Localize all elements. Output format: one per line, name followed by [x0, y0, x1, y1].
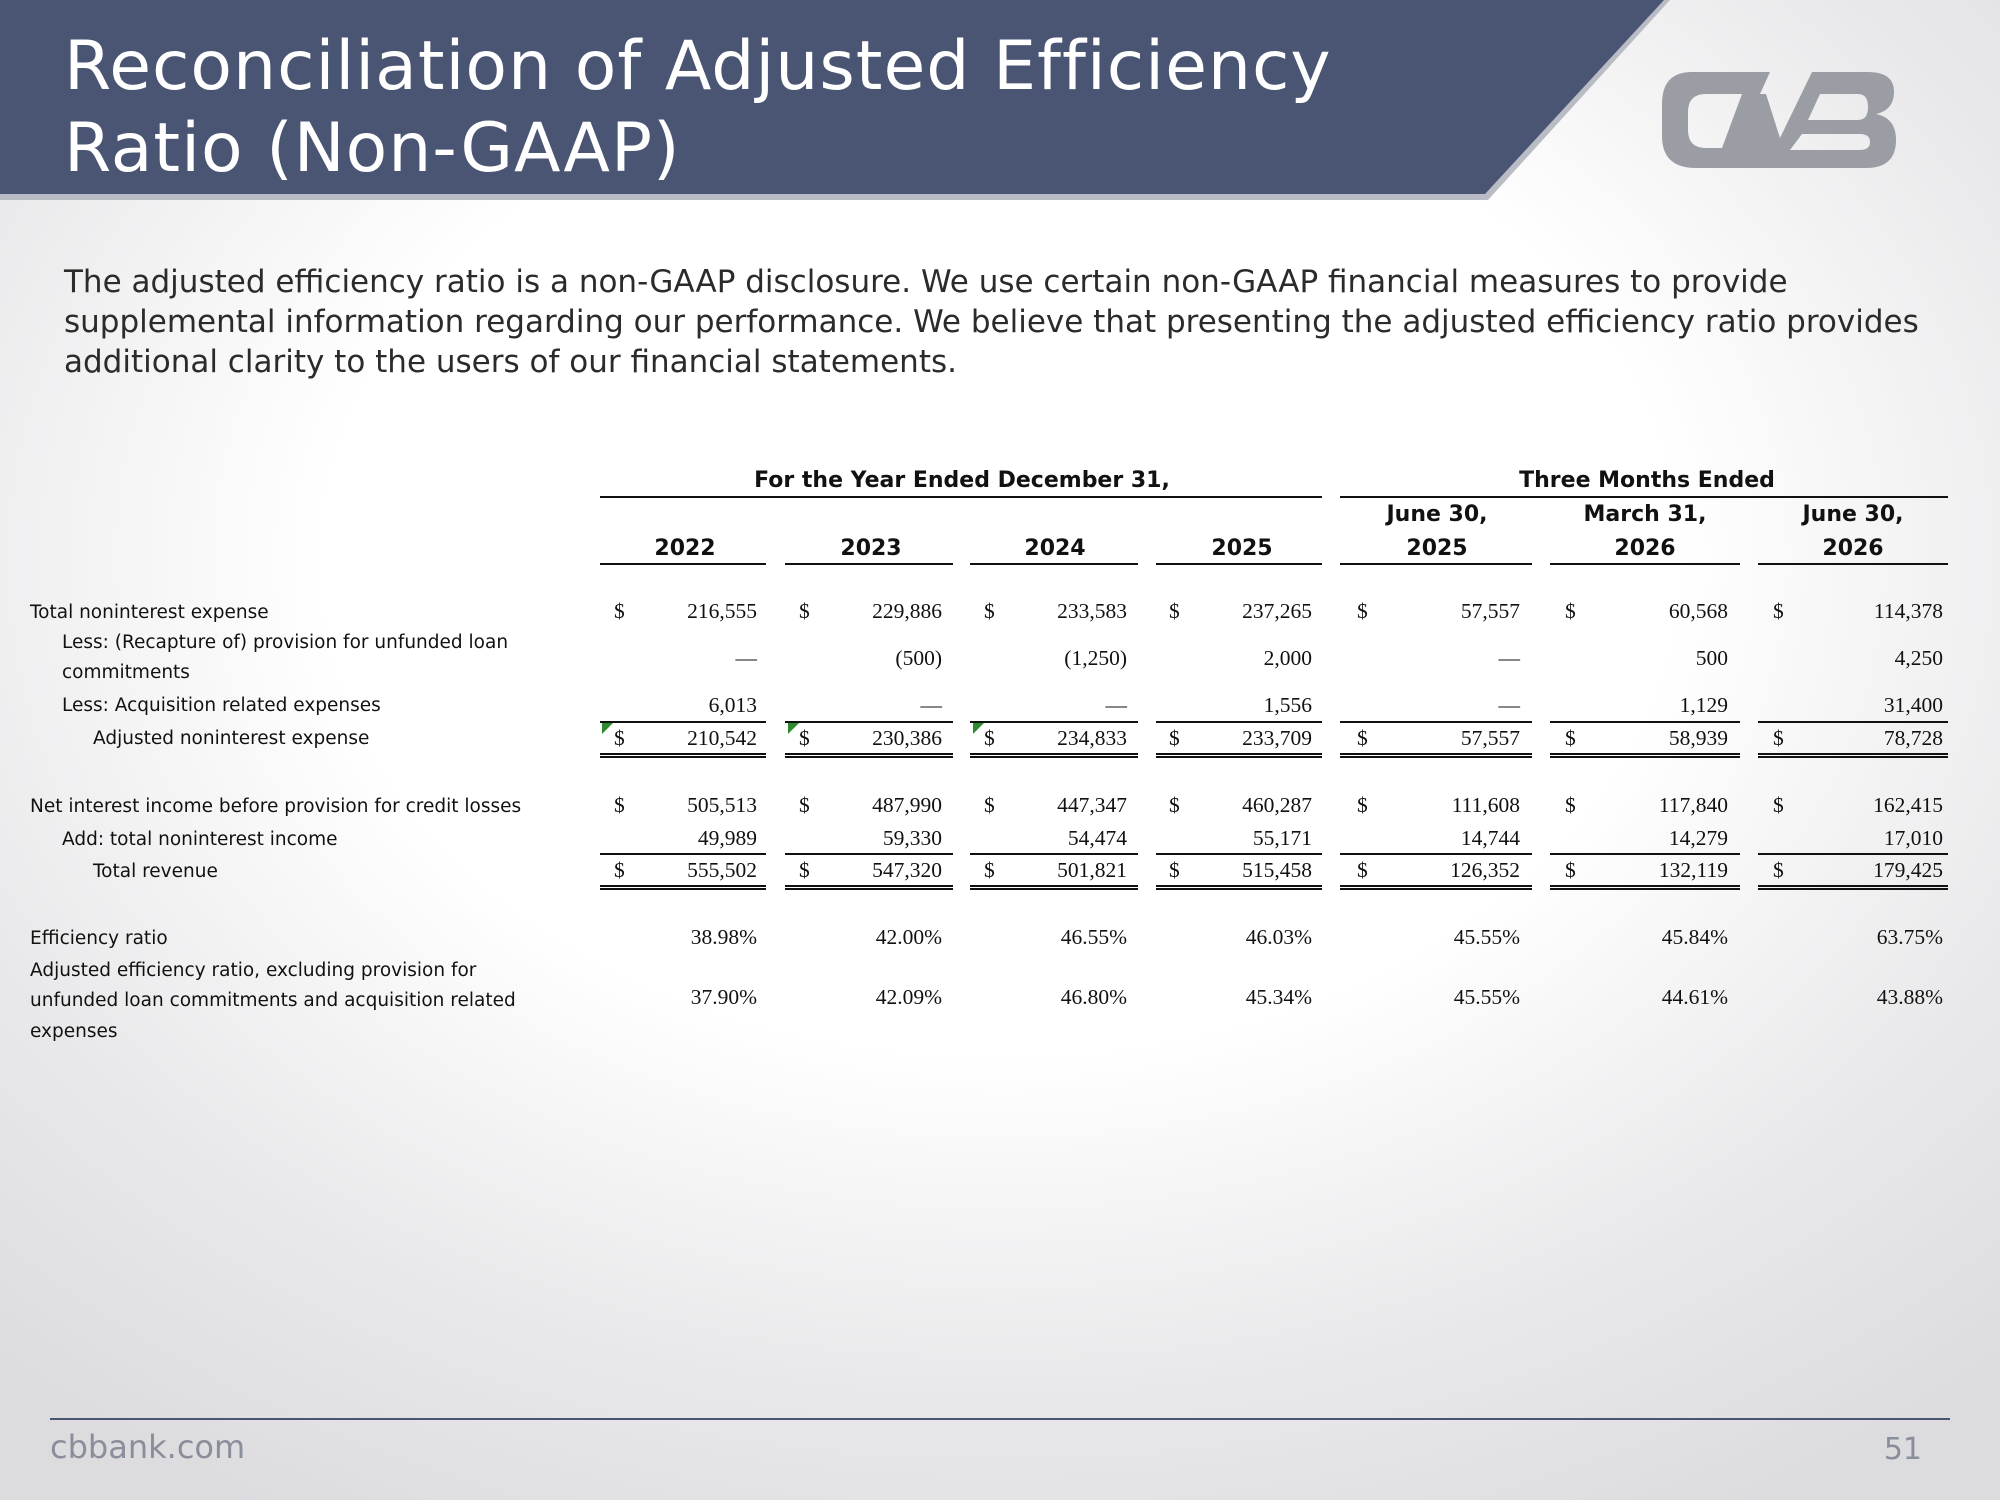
- dollar-sign: $: [614, 858, 625, 882]
- total-double-rule: [1758, 885, 1948, 890]
- row-label: Less: Acquisition related expenses: [62, 695, 381, 716]
- column-header-rule: [1340, 563, 1532, 565]
- dollar-sign: $: [984, 599, 995, 623]
- table-cell: 14,279: [1668, 826, 1728, 850]
- table-cell: 555,502: [687, 858, 757, 882]
- table-cell: 78,728: [1883, 726, 1943, 750]
- column-header: 2022: [654, 536, 716, 561]
- dollar-sign: $: [1169, 726, 1180, 750]
- column-header: 2025: [1406, 536, 1468, 561]
- slide-title-line-2: Ratio (Non-GAAP): [64, 109, 681, 188]
- table-cell: 210,542: [687, 726, 757, 750]
- dollar-sign: $: [984, 726, 995, 750]
- column-header: 2026: [1614, 536, 1676, 561]
- total-double-rule: [785, 753, 953, 758]
- table-cell: 179,425: [1873, 858, 1943, 882]
- dollar-sign: $: [984, 793, 995, 817]
- subtotal-rule: [1758, 853, 1948, 855]
- total-double-rule: [1156, 885, 1322, 890]
- table-cell: (1,250): [1064, 646, 1127, 670]
- dollar-sign: $: [1773, 726, 1784, 750]
- dollar-sign: $: [1773, 599, 1784, 623]
- table-cell: 132,119: [1658, 858, 1728, 882]
- table-cell: 500: [1695, 646, 1728, 670]
- cell-comment-flag-icon: [973, 723, 984, 734]
- column-header-rule: [970, 563, 1138, 565]
- slide-title-line-1: Reconciliation of Adjusted Efficiency: [64, 27, 1332, 106]
- table-cell: 38.98%: [690, 925, 757, 949]
- subtotal-rule: [785, 853, 953, 855]
- column-header-rule: [1550, 563, 1740, 565]
- subtotal-rule: [1156, 721, 1322, 723]
- total-double-rule: [1340, 753, 1532, 758]
- table-cell: 58,939: [1668, 726, 1728, 750]
- table-cell: 44.61%: [1661, 985, 1728, 1009]
- dollar-sign: $: [1565, 599, 1576, 623]
- table-cell: 505,513: [687, 793, 757, 817]
- table-cell: 57,557: [1460, 726, 1520, 750]
- column-header-line1: March 31,: [1583, 502, 1707, 527]
- table-cell: 57,557: [1460, 599, 1520, 623]
- table-cell: 117,840: [1658, 793, 1728, 817]
- total-double-rule: [1550, 885, 1740, 890]
- table-cell: 63.75%: [1876, 925, 1943, 949]
- total-double-rule: [970, 753, 1138, 758]
- dollar-sign: $: [799, 858, 810, 882]
- total-double-rule: [1340, 885, 1532, 890]
- row-label: Efficiency ratio: [30, 928, 168, 949]
- subtotal-rule: [600, 853, 766, 855]
- table-cell: 162,415: [1873, 793, 1943, 817]
- footer-rule: [50, 1418, 1950, 1420]
- dollar-sign: $: [1565, 793, 1576, 817]
- total-double-rule: [600, 885, 766, 890]
- table-cell: 45.34%: [1245, 985, 1312, 1009]
- table-cell: 49,989: [697, 826, 757, 850]
- table-cell: 237,265: [1242, 599, 1312, 623]
- column-header: 2026: [1822, 536, 1884, 561]
- dollar-sign: $: [1357, 793, 1368, 817]
- row-label: Adjusted noninterest expense: [93, 728, 370, 749]
- table-cell: 46.80%: [1060, 985, 1127, 1009]
- dollar-sign: $: [1357, 599, 1368, 623]
- dollar-sign: $: [799, 793, 810, 817]
- dollar-sign: $: [1169, 858, 1180, 882]
- table-cell: 31,400: [1883, 693, 1943, 717]
- intro-paragraph: The adjusted efficiency ratio is a non-GAAP disclosure. We use certain non-GAAP financial measures to provide supplemental information regarding our performance. We believe that presenting the adjusted efficiency ratio provides additional clarity to the users of our financial statements.: [64, 264, 1919, 380]
- subtotal-rule: [1758, 721, 1948, 723]
- table-cell: 42.09%: [875, 985, 942, 1009]
- table-cell: 2,000: [1263, 646, 1312, 670]
- dollar-sign: $: [1773, 858, 1784, 882]
- dollar-sign: $: [1357, 726, 1368, 750]
- cell-comment-flag-icon: [602, 723, 613, 734]
- total-double-rule: [785, 885, 953, 890]
- table-cell: 547,320: [872, 858, 942, 882]
- row-label: Add: total noninterest income: [62, 829, 338, 850]
- table-cell: 37.90%: [690, 985, 757, 1009]
- group-header-quarter: Three Months Ended: [1519, 468, 1775, 493]
- table-cell: 230,386: [872, 726, 942, 750]
- table-cell: 17,010: [1883, 826, 1943, 850]
- table-cell: 126,352: [1450, 858, 1520, 882]
- table-cell: 42.00%: [875, 925, 942, 949]
- row-label: commitments: [62, 662, 190, 683]
- dollar-sign: $: [614, 726, 625, 750]
- page-number: 51: [1883, 1432, 1922, 1467]
- row-label: Less: (Recapture of) provision for unfunded loan: [62, 632, 509, 653]
- table-cell: 45.55%: [1453, 925, 1520, 949]
- table-cell: 216,555: [687, 599, 757, 623]
- table-cell: 46.03%: [1245, 925, 1312, 949]
- subtotal-rule: [970, 853, 1138, 855]
- table-cell: 233,709: [1242, 726, 1312, 750]
- dollar-sign: $: [1565, 726, 1576, 750]
- table-cell: 487,990: [872, 793, 942, 817]
- column-header-rule: [600, 563, 766, 565]
- subtotal-rule: [600, 721, 766, 723]
- table-cell: 460,287: [1242, 793, 1312, 817]
- table-cell: 233,583: [1057, 599, 1127, 623]
- row-label: unfunded loan commitments and acquisition related: [30, 990, 516, 1011]
- table-cell: 234,833: [1057, 726, 1127, 750]
- table-cell: 54,474: [1067, 826, 1127, 850]
- subtotal-rule: [1340, 853, 1532, 855]
- table-cell: 114,378: [1873, 599, 1943, 623]
- dollar-sign: $: [984, 858, 995, 882]
- table-cell: 229,886: [872, 599, 942, 623]
- table-cell: 60,568: [1668, 599, 1728, 623]
- table-cell: —: [1105, 693, 1127, 717]
- column-header: 2024: [1024, 536, 1086, 561]
- column-header-rule: [1156, 563, 1322, 565]
- table-cell: 111,608: [1451, 793, 1520, 817]
- column-header-line1: June 30,: [1802, 502, 1904, 527]
- total-double-rule: [1550, 753, 1740, 758]
- table-cell: 1,129: [1679, 693, 1728, 717]
- subtotal-rule: [1340, 721, 1532, 723]
- total-double-rule: [1156, 753, 1322, 758]
- dollar-sign: $: [1169, 599, 1180, 623]
- table-cell: 515,458: [1242, 858, 1312, 882]
- table-cell: 4,250: [1894, 646, 1943, 670]
- table-cell: 447,347: [1057, 793, 1127, 817]
- total-double-rule: [600, 753, 766, 758]
- table-cell: 55,171: [1252, 826, 1312, 850]
- row-label: Net interest income before provision for credit losses: [30, 796, 522, 817]
- dollar-sign: $: [799, 726, 810, 750]
- group-header-year: For the Year Ended December 31,: [754, 468, 1170, 493]
- row-label: Adjusted efficiency ratio, excluding provision for: [30, 960, 477, 981]
- dollar-sign: $: [614, 599, 625, 623]
- total-double-rule: [970, 885, 1138, 890]
- subtotal-rule: [970, 721, 1138, 723]
- table-cell: 14,744: [1460, 826, 1520, 850]
- subtotal-rule: [785, 721, 953, 723]
- row-label: Total revenue: [93, 861, 218, 882]
- table-cell: 1,556: [1263, 693, 1312, 717]
- dollar-sign: $: [1357, 858, 1368, 882]
- total-double-rule: [1758, 753, 1948, 758]
- table-cell: 501,821: [1057, 858, 1127, 882]
- table-cell: 45.84%: [1661, 925, 1728, 949]
- group-rule-quarter: [1340, 496, 1948, 498]
- table-cell: 46.55%: [1060, 925, 1127, 949]
- table-cell: —: [735, 646, 757, 670]
- column-header-rule: [1758, 563, 1948, 565]
- footer-website: cbbank.com: [50, 1428, 246, 1466]
- dollar-sign: $: [1565, 858, 1576, 882]
- row-label: Total noninterest expense: [30, 602, 269, 623]
- subtotal-rule: [1550, 853, 1740, 855]
- column-header-line1: June 30,: [1386, 502, 1488, 527]
- subtotal-rule: [1156, 853, 1322, 855]
- table-cell: 43.88%: [1876, 985, 1943, 1009]
- table-cell: 45.55%: [1453, 985, 1520, 1009]
- table-cell: —: [1498, 693, 1520, 717]
- table-cell: 59,330: [882, 826, 942, 850]
- column-header: 2025: [1211, 536, 1273, 561]
- group-rule-year: [600, 496, 1322, 498]
- column-header-rule: [785, 563, 953, 565]
- subtotal-rule: [1550, 721, 1740, 723]
- table-cell: —: [920, 693, 942, 717]
- dollar-sign: $: [1169, 793, 1180, 817]
- row-label: expenses: [30, 1021, 118, 1042]
- cell-comment-flag-icon: [788, 723, 799, 734]
- dollar-sign: $: [1773, 793, 1784, 817]
- table-cell: 6,013: [708, 693, 757, 717]
- table-cell: —: [1498, 646, 1520, 670]
- column-header: 2023: [840, 536, 902, 561]
- table-cell: (500): [895, 646, 942, 670]
- dollar-sign: $: [614, 793, 625, 817]
- dollar-sign: $: [799, 599, 810, 623]
